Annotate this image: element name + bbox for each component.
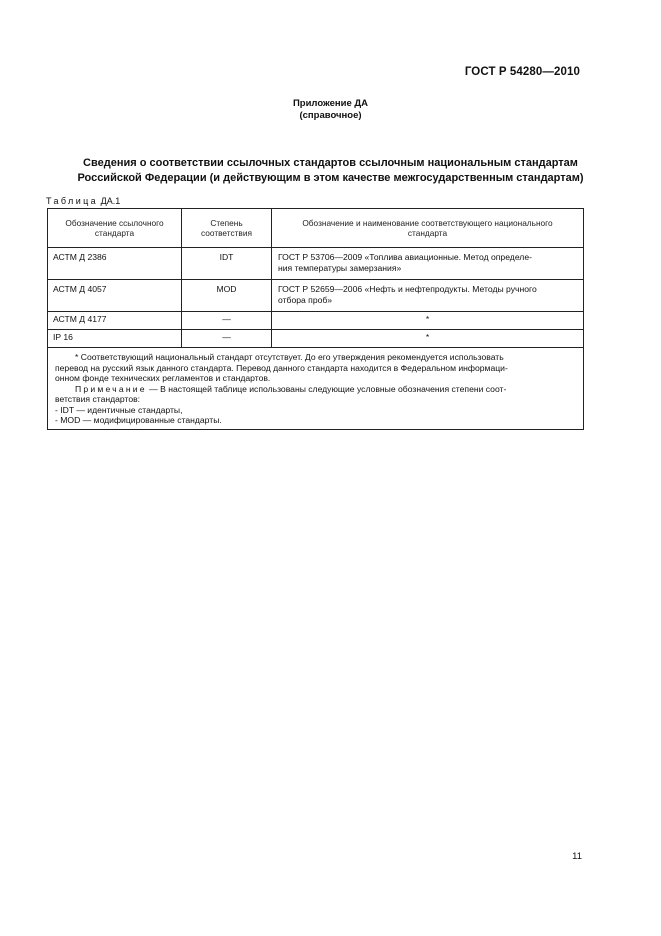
table-label <box>46 196 120 206</box>
national-line: ГОСТ Р 52659—2006 «Нефть и нефтепродукты. Методы ручного <box>278 284 537 294</box>
header-line: Степень <box>210 217 243 228</box>
table-notes-row <box>48 348 584 430</box>
appendix-title: Приложение ДА <box>292 98 369 109</box>
national-cell: * <box>272 312 584 330</box>
note-label: Примечание <box>75 383 147 394</box>
header-degree <box>182 209 272 248</box>
document-title-line: Российской Федерации (и действующим в этом качестве межгосударственным стандартам) <box>77 171 584 184</box>
note-list-item: - IDT — идентичные стандарты, <box>55 404 183 415</box>
table-label-number: ДА.1 <box>100 196 121 206</box>
appendix-subtitle: (справочное) <box>299 110 362 121</box>
gost-code: ГОСТ Р 54280—2010 <box>464 66 580 78</box>
national-line: ГОСТ Р 53706—2009 «Топлива авиационные. Метод определе- <box>278 252 532 262</box>
appendix-heading <box>0 98 661 122</box>
footnote-line: онном фонде технических регламентов и стандартов. <box>55 373 271 383</box>
table-row <box>48 248 584 280</box>
reference-cell: АСТМ Д 4177 <box>48 312 182 330</box>
degree-cell: — <box>182 330 272 348</box>
degree-cell: MOD <box>182 280 272 312</box>
reference-cell: АСТМ Д 2386 <box>48 248 182 280</box>
table-notes <box>48 348 584 430</box>
correspondence-table <box>47 208 584 430</box>
document-title <box>40 156 621 185</box>
table-label-prefix: Таблица <box>46 196 99 206</box>
table-header-row <box>48 209 584 248</box>
national-cell <box>272 248 584 280</box>
national-cell: * <box>272 330 584 348</box>
national-line: отбора проб» <box>278 294 333 305</box>
table-row <box>48 312 584 330</box>
note-line <box>55 384 576 395</box>
national-cell <box>272 280 584 312</box>
header-line: Обозначение и наименование соответствующего национального <box>302 217 553 228</box>
degree-cell: IDT <box>182 248 272 280</box>
note-list-item: - MOD — модифицированные стандарты. <box>55 415 222 425</box>
document-title-line: Сведения о соответствии ссылочных стандартов ссылочным национальным стандартам <box>83 157 578 169</box>
header-reference-standard <box>48 209 182 248</box>
degree-cell: — <box>182 312 272 330</box>
header-line: стандарта <box>94 228 135 238</box>
footnote-line: * Соответствующий национальный стандарт отсутствует. До его утверждения рекомендуется использовать <box>75 352 504 362</box>
table-row <box>48 330 584 348</box>
page-number: 11 <box>572 851 582 862</box>
footnote-line: перевод на русский язык данного стандарта. Перевод данного стандарта находится в Федеральном информаци- <box>55 362 508 373</box>
reference-cell: АСТМ Д 4057 <box>48 280 182 312</box>
note-text: — В настоящей таблице использованы следующие условные обозначения степени соот- <box>149 383 507 394</box>
header-line: соответствия <box>201 228 252 238</box>
table-row <box>48 280 584 312</box>
header-line: Обозначение ссылочного <box>65 217 164 228</box>
header-national-standard <box>272 209 584 248</box>
reference-cell: IP 16 <box>48 330 182 348</box>
note-line: ветствия стандартов: <box>55 394 141 404</box>
header-line: стандарта <box>407 228 448 238</box>
national-line: ния температуры замерзания» <box>278 262 402 273</box>
